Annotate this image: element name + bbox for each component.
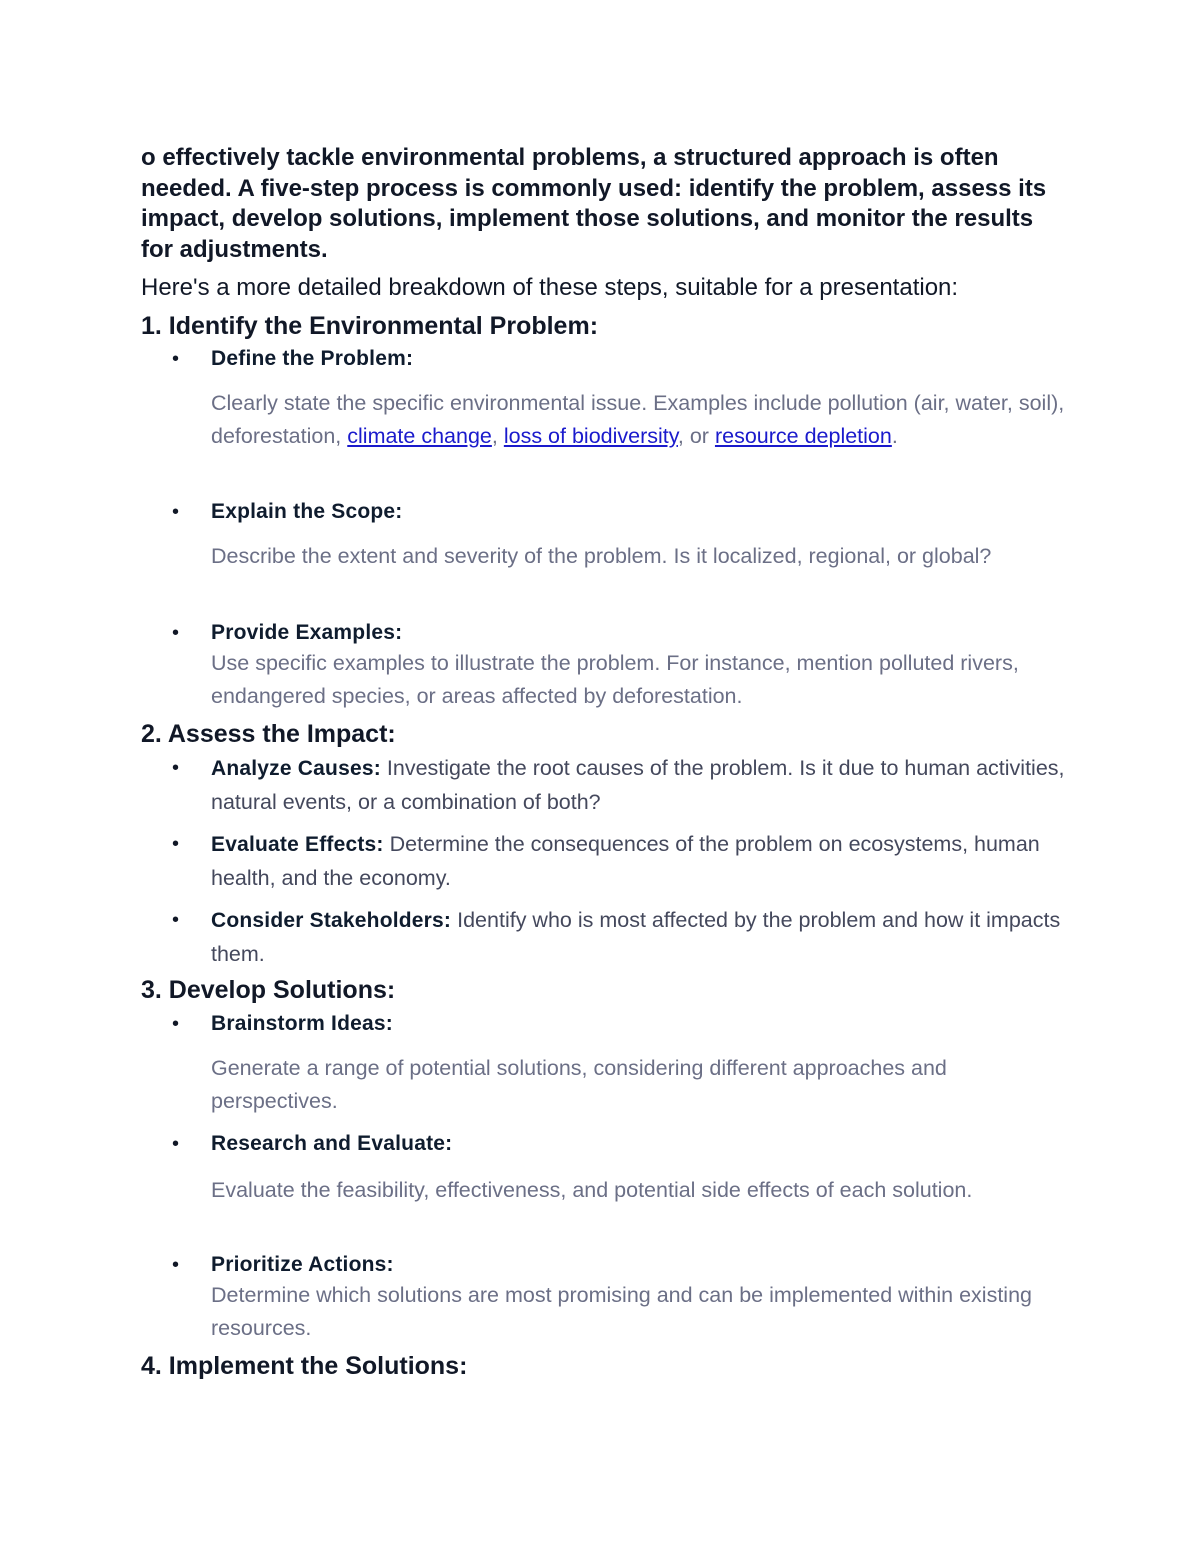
item-description: Identify who is most affected by the problem and how it impacts them. [211, 908, 1061, 966]
list-item-prioritize [172, 1251, 1071, 1344]
item-text [211, 904, 1071, 970]
bullet-icon: • [172, 1254, 180, 1276]
item-text [211, 828, 1071, 894]
list-item-brainstorm [172, 1010, 1071, 1117]
item-label: Define the Problem: [211, 347, 414, 370]
item-description: Evaluate the feasibility, effectiveness, and potential side effects of each solution. [211, 1178, 973, 1202]
item-label: Research and Evaluate: [211, 1132, 453, 1155]
list-item-evaluate-effects [172, 828, 1071, 894]
item-description: Determine the consequences of the problem on ecosystems, human health, and the economy. [211, 832, 1040, 890]
list-item-consider-stakeholders [172, 904, 1071, 970]
list-item-analyze-causes [172, 752, 1071, 818]
bullet-icon: • [172, 622, 180, 644]
bullet-icon: • [172, 348, 180, 370]
item-label: Explain the Scope: [211, 500, 403, 523]
link-loss-of-biodiversity[interactable]: loss of biodiversity [503, 423, 678, 448]
list-item-provide-examples [172, 619, 1071, 712]
item-label: Provide Examples: [211, 621, 403, 644]
section-heading-assess: 2. Assess the Impact: [141, 720, 396, 748]
intro-paragraph: o effectively tackle environmental problems, a structured approach is often needed. A five-step process is commonly used: identify the problem, assess its impact, develop solutions, implement those solutions, and monitor the results for adjustments. [141, 144, 1047, 263]
link-climate-change[interactable]: climate change [347, 423, 492, 448]
item-description: Use specific examples to illustrate the problem. For instance, mention polluted rivers, endangered species, or areas affected by deforestation. [211, 651, 1019, 708]
list-item-research-evaluate [172, 1130, 1071, 1207]
section-heading-identify: 1. Identify the Environmental Problem: [141, 312, 599, 340]
list-item-define-problem [172, 345, 1071, 452]
item-label: Consider Stakeholders: [211, 909, 452, 932]
bullet-icon: • [172, 909, 180, 931]
bullet-icon: • [172, 1013, 180, 1035]
section-heading-develop: 3. Develop Solutions: [141, 976, 396, 1004]
item-label: Evaluate Effects: [211, 833, 384, 856]
item-label: Brainstorm Ideas: [211, 1012, 393, 1035]
item-label: Prioritize Actions: [211, 1253, 394, 1276]
item-description: Investigate the root causes of the problem. Is it due to human activities, natural events, or a combination of both? [211, 756, 1065, 814]
item-text [211, 752, 1071, 818]
link-resource-depletion[interactable]: resource depletion [714, 423, 892, 448]
bullet-icon: • [172, 1133, 180, 1155]
list-item-explain-scope [172, 498, 1071, 573]
item-description: Determine which solutions are most promising and can be implemented within existing resources. [211, 1283, 1032, 1340]
bullet-icon: • [172, 501, 180, 523]
bullet-icon: • [172, 757, 180, 779]
item-description: Generate a range of potential solutions, considering different approaches and perspectives. [211, 1056, 947, 1113]
item-description: Describe the extent and severity of the problem. Is it localized, regional, or global? [211, 544, 992, 568]
item-label: Analyze Causes: [211, 757, 381, 780]
lead-sentence: Here's a more detailed breakdown of these steps, suitable for a presentation: [141, 274, 959, 301]
item-description: Clearly state the specific environmental issue. Examples include pollution (air, water, soil), deforestation, climate change, loss of biodiversity, or resource depletion. [211, 391, 1065, 448]
bullet-icon: • [172, 833, 180, 855]
section-heading-implement: 4. Implement the Solutions: [141, 1352, 468, 1380]
